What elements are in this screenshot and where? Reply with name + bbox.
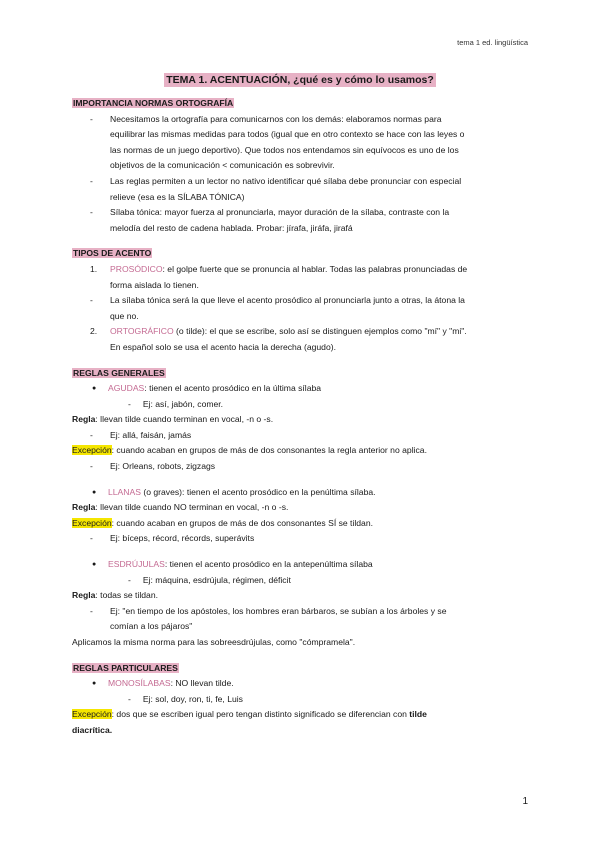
example-line: - Ej: máquina, esdrújula, régimen, déficit: [128, 574, 291, 585]
list-item: 2. ORTOGRÁFICO (o tilde): el que se escribe, solo así se distinguen ejemplos como "mí" y "mi". En español solo se usa el acento hacia la derecha (agudo).: [90, 326, 467, 352]
rule-line: Regla: llevan tilde cuando terminan en vocal, -n o -s.: [72, 414, 274, 425]
list-item: - Las reglas permiten a un lector no nativo identificar qué sílaba debe pronunciar con especial relieve (esa es la SÍLABA TÓNICA): [90, 175, 462, 202]
example-line: - Ej: así, jabón, comer.: [128, 398, 224, 409]
example-line: - Ej: allá, faisán, jamás: [90, 429, 192, 440]
exception-line: Excepción: cuando acaban en grupos de más de dos consonantes la regla anterior no aplica.: [72, 445, 427, 456]
section-heading-importancia: IMPORTANCIA NORMAS ORTOGRAFÍA: [73, 98, 234, 108]
list-item: ● MONOSÍLABAS: NO llevan tilde.: [92, 678, 234, 689]
list-item: ● ESDRÚJULAS: tienen el acento prosódico en la antepenúltima sílaba: [92, 559, 373, 570]
page-number: 1: [522, 796, 528, 807]
document-body: [72, 96, 532, 739]
list-item: ● AGUDAS: tienen el acento prosódico en la última sílaba: [92, 383, 322, 394]
rule-line: Regla: todas se tildan.: [72, 590, 158, 601]
title-text: TEMA 1. ACENTUACIÓN, ¿qué es y cómo lo usamos?: [166, 74, 434, 86]
exception-line-cont: diacrítica.: [72, 724, 113, 735]
list-item: - La sílaba tónica será la que lleve el acento prosódico al pronunciarla junto a otras, la átona la que no.: [90, 295, 465, 321]
rule-line: Regla: llevan tilde cuando NO terminan en vocal, -n o -s.: [72, 502, 289, 513]
list-item: - Necesitamos la ortografía para comunicarnos con los demás: elaboramos normas para equilibrar las mismas medidas para todos (igual que en otro contexto se hace con las leyes o las normas de un juego deportivo). Que todos nos entendamos sin equívocos es uno de los objetivos de la comunicación < comunicación es sobrevivir.: [90, 113, 465, 171]
exception-line: Excepción: dos que se escriben igual pero tengan distinto significado se diferencian con tilde: [72, 709, 427, 720]
list-item: - Sílaba tónica: mayor fuerza al pronunciarla, mayor duración de la sílaba, contraste con la melodía del resto de cadena hablada. Probar: jírafa, jiráfa, jirafá: [90, 207, 450, 233]
example-line: - Ej: Orleans, robots, zigzags: [90, 461, 216, 472]
section-heading-particulares: REGLAS PARTICULARES: [73, 662, 178, 673]
example-line: - Ej: bíceps, récord, récords, superávits: [90, 533, 255, 544]
example-line: - Ej: "en tiempo de los apóstoles, los hombres eran bárbaros, se subían a los árboles y se comían a los pájaros": [90, 605, 447, 632]
section-heading-tipos: TIPOS DE ACENTO: [73, 248, 152, 259]
example-line: - Ej: sol, doy, ron, ti, fe, Luis: [128, 693, 243, 704]
section-heading-generales: REGLAS GENERALES: [73, 367, 165, 378]
list-item: 1. PROSÓDICO: el golpe fuerte que se pronuncia al hablar. Todas las palabras pronunciadas de forma aislada lo tienen.: [90, 263, 468, 290]
exception-line: Excepción: cuando acaban en grupos de más de dos consonantes SÍ se tildan.: [72, 517, 373, 528]
note-line: Aplicamos la misma norma para las sobreesdrújulas, como "cómpramela".: [72, 637, 356, 647]
running-header: tema 1 ed. lingüística: [457, 38, 528, 47]
list-item: ● LLANAS (o graves): tienen el acento prosódico en la penúltima sílaba.: [92, 486, 376, 497]
page-title: [0, 74, 600, 86]
